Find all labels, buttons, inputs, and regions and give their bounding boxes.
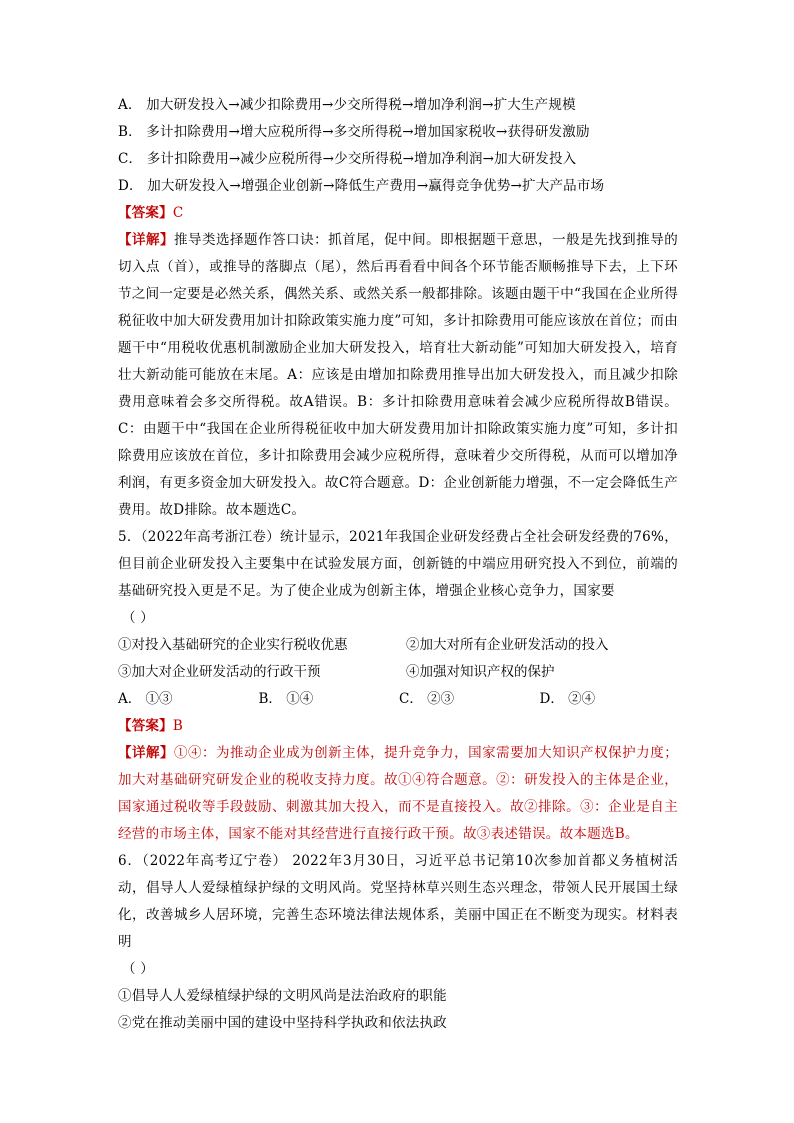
q6-item-2: ②党在推动美丽中国的建设中坚持科学执政和依法执政 — [118, 1015, 447, 1031]
q5-answer — [118, 713, 680, 740]
q5-item-3: ③加大对企业研发活动的行政干预 — [118, 664, 321, 680]
q5-item-1: ①对投入基础研究的企业实行税收优惠 — [118, 637, 348, 653]
q4-answer — [118, 200, 680, 227]
explain-tag: 【详解】 — [118, 232, 175, 248]
q5-items-row-2 — [118, 659, 680, 686]
q5-items-row-1 — [118, 632, 680, 659]
q4-explanation — [118, 227, 678, 524]
q5-option-c: C． ②③ — [399, 691, 455, 707]
q4-option-c: C． 多计扣除费用→减少应税所得→少交所得税→增加净利润→加大研发投入 — [118, 151, 577, 167]
q5-option-d: D． ②④ — [539, 691, 596, 707]
q4-option-a: A． 加大研发投入→减少扣除费用→少交所得税→增加净利润→扩大生产规模 — [118, 97, 576, 113]
q5-item-2: ②加大对所有企业研发活动的投入 — [406, 637, 609, 653]
answer-value: C — [172, 205, 184, 221]
q4-option-b: B． 多计扣除费用→增大应税所得→多交所得税→增加国家税收→获得研发激励 — [118, 124, 590, 140]
q6-answer-paren: （ ） — [122, 961, 154, 977]
answer-value: B — [172, 718, 183, 734]
q4-option-d: D． 加大研发投入→增强企业创新→降低生产费用→赢得竞争优势→扩大产品市场 — [118, 178, 605, 194]
q5-options — [118, 686, 680, 713]
q4-options — [118, 92, 680, 200]
q5-item-4: ④加强对知识产权的保护 — [406, 664, 555, 680]
q5-answer-paren: （ ） — [122, 610, 154, 626]
q6-item-1: ①倡导人人爱绿植绿护绿的文明风尚是法治政府的职能 — [118, 988, 447, 1004]
q5-option-a: A． ①③ — [118, 691, 173, 707]
explain-text: 推导类选择题作答口诀：抓首尾，促中间。即根据题干意思，一般是先找到推导的切入点（首），或推导的落脚点（尾），然后再看看中间各个环节能否顺畅推导下去，上下环节之间一定要是必然关系，偶然关系、或然关系一般都排除。该题由题干中“我国在企业所得税征收中加大研发费用加计扣除政策实施力度”可知，多计扣除费用可能应该放在首位；而由题干中“用税收优惠机制激励企业加大研发投入，培育壮大新动能”可知加大研发投入，培育壮大新动能可能放在末尾。A：应该是由增加扣除费用推导出加大研发投入，而且减少扣除费用意味着会多交所得税。故A错误。B：多计扣除费用意味着会减少应税所得故B错误。C：由题干中“我国在企业所得税征收中加大研发费用加计扣除政策实施力度”可知，多计扣除费用应该放在首位，多计扣除费用会减少应税所得，意味着少交所得税，从而可以增加净利润，有更多资金加大研发投入。故C符合题意。D：企业创新能力增强，不一定会降低生产费用。故D排除。故本题选C。 — [118, 232, 678, 518]
q5-option-b: B． ①④ — [258, 691, 314, 707]
explain-text: ①④：为推动企业成为创新主体，提升竞争力，国家需要加大知识产权保护力度；加大对基础研究研发企业的税收支持力度。故①④符合题意。②：研发投入的主体是企业，国家通过税收等手段鼓励、刺激其加大投入，而不是直接投入。故②排除。③：企业是自主经营的市场主体，国家不能对其经营进行直接行政干预。故③表述错误。故本题选B。 — [118, 745, 678, 842]
q5-stem: 5．（2022年高考浙江卷）统计显示，2021年我国企业研发经费占全社会研发经费的76%，但目前企业研发投入主要集中在试验发展方面，创新链的中端应用研究投入不到位，前端的基础研究投入更是不足。为了使企业成为创新主体，增强企业核心竞争力，国家要 — [118, 529, 678, 599]
explain-tag: 【详解】 — [118, 745, 175, 761]
document-page — [118, 92, 680, 1037]
q6-stem: 6．（2022年高考辽宁卷） 2022年3月30日，习近平总书记第10次参加首都义务植树活动，倡导人人爱绿植绿护绿的文明风尚。党坚持林草兴则生态兴理念，带领人民开展国土绿化，改善城乡人居环境，完善生态环境法律法规体系，美丽中国正在不断变为现实。材料表明 — [118, 853, 678, 950]
answer-tag: 【答案】 — [118, 205, 173, 221]
answer-tag: 【答案】 — [118, 718, 173, 734]
q5-explanation — [118, 740, 678, 848]
